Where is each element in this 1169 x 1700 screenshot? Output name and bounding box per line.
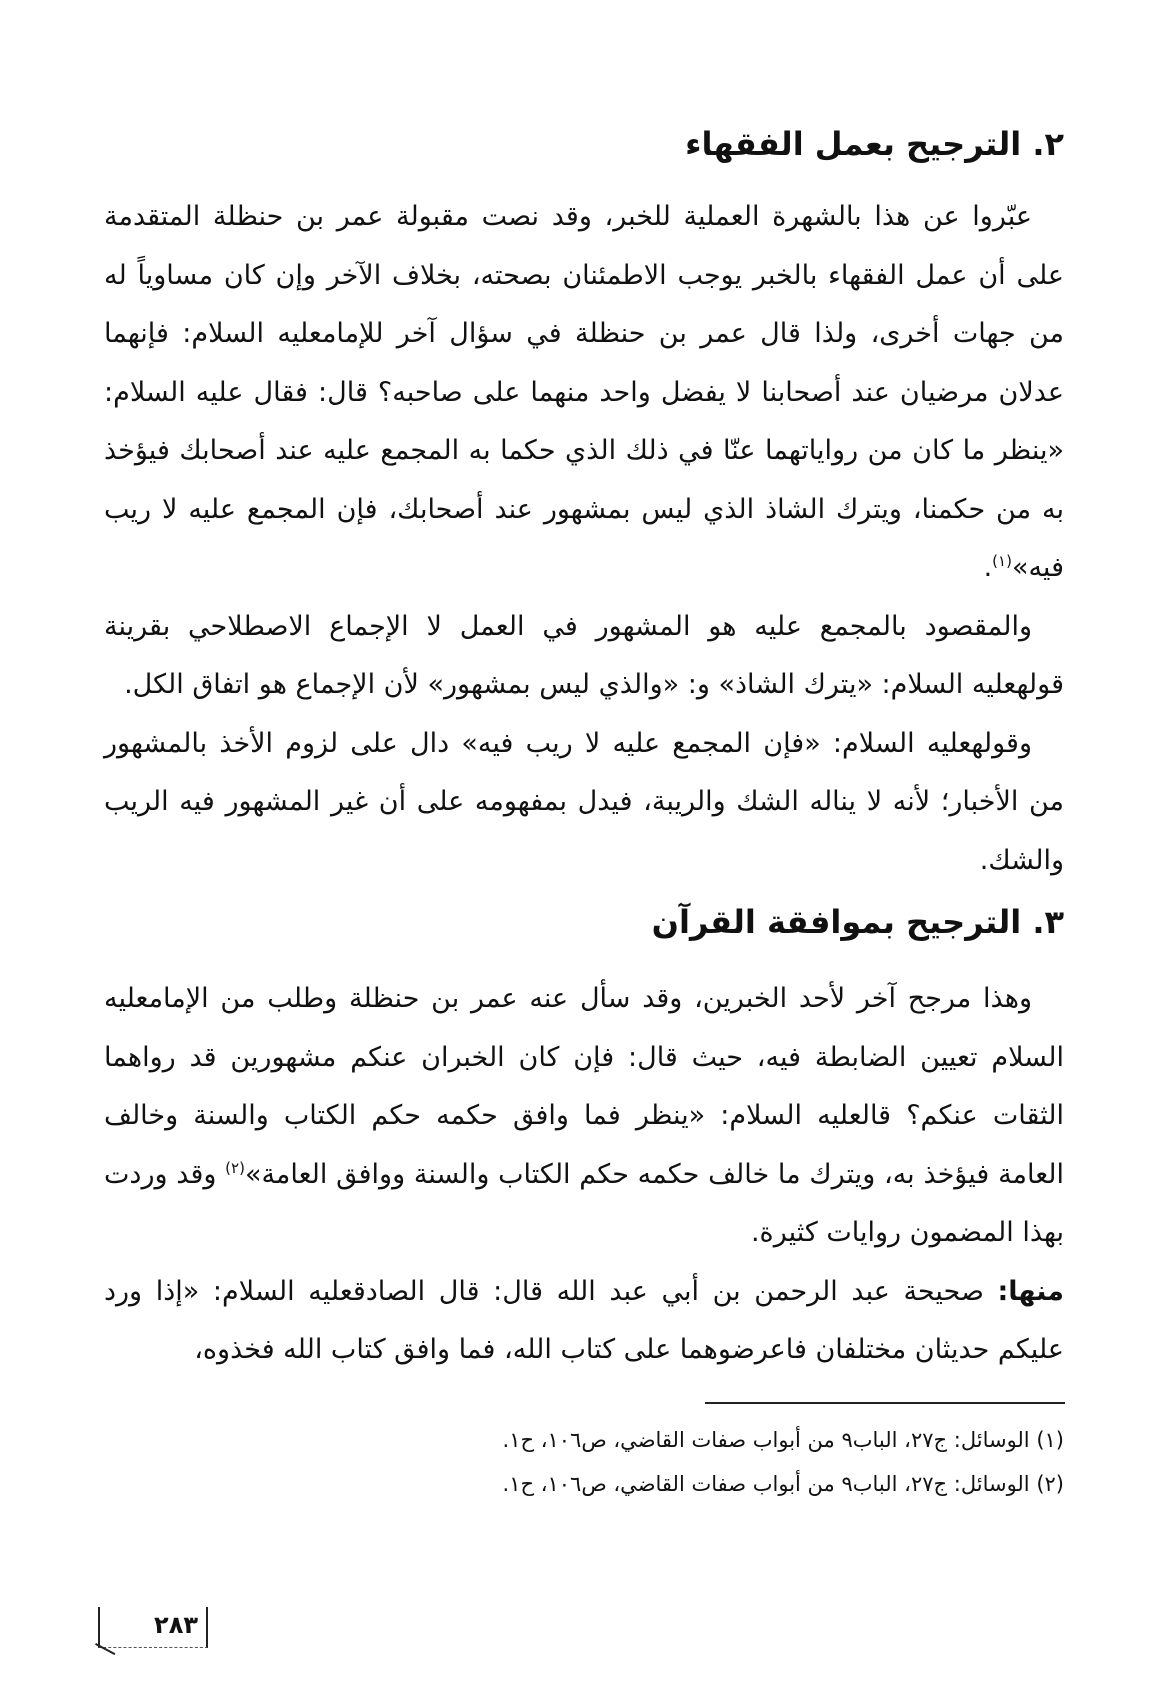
footnote-mark-1: (١) — [992, 552, 1012, 570]
section-2-body — [104, 970, 1064, 1380]
paragraph-2: والمقصود بالمجمع عليه هو المشهور في العمل لا الإجماع الاصطلاحي بقرينة قولهعليه السلام: «يترك الشاذ» و: «والذي ليس بمشهور» لأن الإجماع هو اتفاق الكل. — [104, 610, 1064, 700]
footnote-mark-2: (٢) — [225, 1158, 245, 1177]
section-1-body — [104, 188, 1064, 890]
paragraph-4-text: وهذا مرجح آخر لأحد الخبرين، وقد سأل عنه عمر بن حنظلة وطلب من الإمامعليه السلام تعيين الضابطة فيه، حيث قال: فإن كان الخبران عنكم مشهورين قد رواهما الثقات عنكم؟ قالعليه السلام: «ينظر فما وافق حكمه حكم الكتاب والسنة وخالف العامة فيؤخذ به، ويترك ما خالف حكمه حكم الكتاب والسنة ووافق العامة» — [104, 983, 1064, 1190]
paragraph-1-text: عبّروا عن هذا بالشهرة العملية للخبر، وقد نصت مقبولة عمر بن حنظلة المتقدمة على أن عمل الفقهاء بالخبر يوجب الاطمئنان بصحته، بخلاف الآخر وإن كان مساوياً له من جهات أخرى، ولذا قال عمر بن حنظلة في سؤال آخر للإمامعليه السلام: فإنهما عدلان مرضيان عند أصحابنا لا يفضل واحد منهما على صاحبه؟ قال: فقال عليه السلام: «ينظر ما كان من رواياتهما عنّا في ذلك الذي حكما به المجمع عليه عند أصحابك فيؤخذ به من حكمنا، ويترك الشاذ الذي ليس بمشهور عند أصحابك، فإن المجمع عليه لا ريب فيه» — [104, 201, 1064, 583]
paragraph-5-lead: منها: — [997, 1275, 1064, 1307]
page-number: ٢٨٣ — [154, 1611, 198, 1639]
page-number-box — [98, 1607, 208, 1657]
paragraph-4 — [104, 970, 1064, 1263]
paragraph-4-end: وقد وردت بهذا المضمون روايات كثيرة. — [104, 1158, 1064, 1248]
paragraph-5-text: صحيحة عبد الرحمن بن أبي عبد الله قال: قال الصادقعليه السلام: «إذا ورد عليكم حديثان مختلفان فاعرضوهما على كتاب الله، فما وافق كتاب الله فخذوه، — [104, 1275, 1064, 1365]
paragraph-1 — [104, 188, 1064, 598]
footnotes — [104, 1418, 1064, 1506]
paragraph-1-end: . — [983, 552, 993, 583]
section-heading-1: ٢. الترجيح بعمل الفقهاء — [685, 125, 1064, 163]
footnote-1: (١) الوسائل: ج٢٧، الباب٩ من أبواب صفات القاضي، ص١٠٦، ح١. — [502, 1428, 1064, 1452]
footnote-separator — [705, 1402, 1065, 1404]
paragraph-3: وقولهعليه السلام: «فإن المجمع عليه لا ريب فيه» دال على لزوم الأخذ بالمشهور من الأخبار؛ لأنه لا يناله الشك والريبة، فيدل بمفهومه على أن غير المشهور فيه الريب والشك. — [104, 727, 1064, 876]
section-heading-2: ٣. الترجيح بموافقة القرآن — [651, 903, 1064, 941]
paragraph-5 — [104, 1263, 1064, 1380]
footnote-2: (٢) الوسائل: ج٢٧، الباب٩ من أبواب صفات القاضي، ص١٠٦، ح١. — [502, 1472, 1064, 1496]
